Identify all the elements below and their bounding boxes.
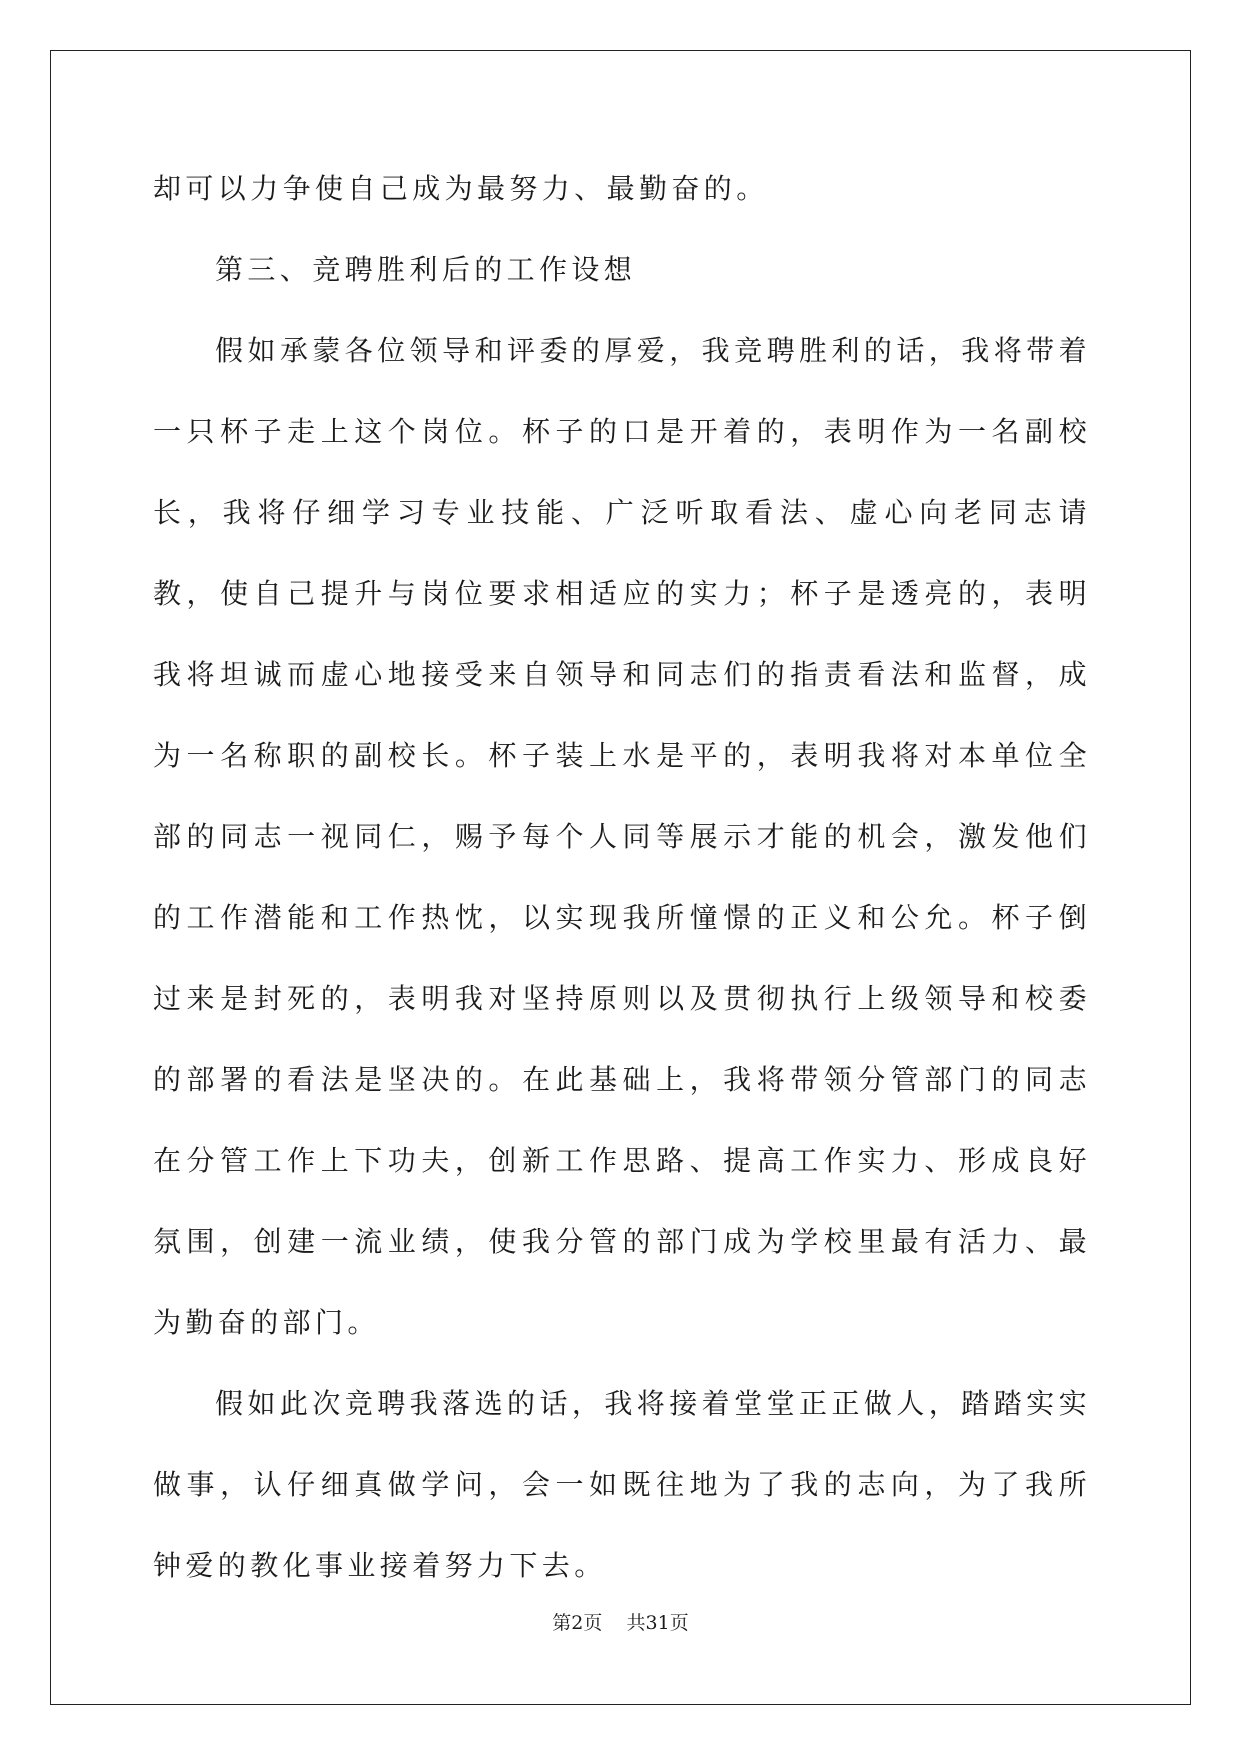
paragraph-continuation: 却可以力争使自己成为最努力、最勤奋的。 — [153, 172, 769, 205]
paragraph-cup-metaphor: 假如承蒙各位领导和评委的厚爱，我竞聘胜利的话，我将带着一只杯子走上这个岗位。杯子的口是开着的，表明作为一名副校长，我将仔细学习专业技能、广泛听取看法、虚心向老同志请教，使自己提升与岗位要求相适应的实力；杯子是透亮的，表明我将坦诚而虚心地接受来自领导和同志们的指责看法和监督，成为一名称职的副校长。杯子装上水是平的，表明我将对本单位全部的同志一视同仁，赐予每个人同等展示才能的机会，激发他们的工作潜能和工作热忱，以实现我所憧憬的正义和公允。杯子倒过来是封死的，表明我对坚持原则以及贯彻执行上级领导和校委的部署的看法是坚决的。在此基础上，我将带领分管部门的同志在分管工作上下功夫，创新工作思路、提高工作实力、形成良好氛围，创建一流业绩，使我分管的部门成为学校里最有活力、最为勤奋的部门。 — [153, 334, 1091, 1339]
section-heading: 第三、竞聘胜利后的工作设想 — [215, 253, 637, 286]
page-number-footer: 第2页 共31页 — [552, 1612, 689, 1634]
paragraph-if-not-selected: 假如此次竞聘我落选的话，我将接着堂堂正正做人，踏踏实实做事，认仔细真做学问，会一如既往地为了我的志向，为了我所钟爱的教化事业接着努力下去。 — [153, 1387, 1091, 1582]
document-body — [153, 148, 1091, 1606]
